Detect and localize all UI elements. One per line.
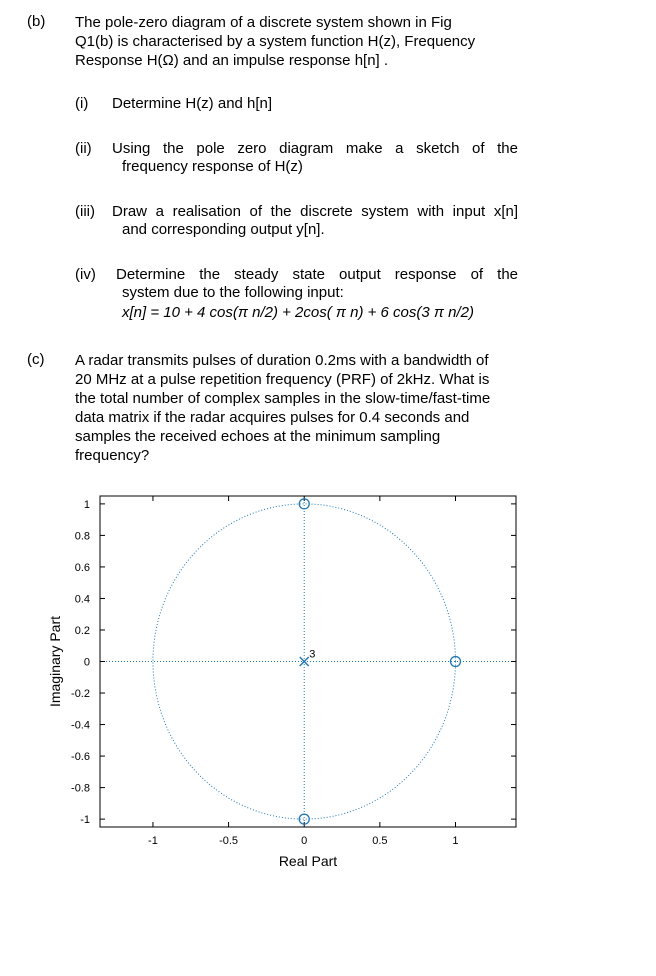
question-text: frequency response of H(z) <box>122 158 303 175</box>
part-b-intro-line: Response H(Ω) and an impulse response h[n] . <box>75 52 389 69</box>
pole-zero-plot <box>0 490 656 880</box>
question-text: Determine H(z) and h[n] <box>112 95 273 112</box>
question-text: Using the pole zero diagram make a sketch of the <box>112 140 518 157</box>
part-c-line: samples the received echoes at the minimum sampling <box>75 428 441 445</box>
y-axis-label: Imaginary Part <box>47 615 63 708</box>
part-c-label: (c) <box>27 351 45 368</box>
part-c-line: frequency? <box>75 447 150 464</box>
part-c-line: data matrix if the radar acquires pulses for 0.4 seconds and <box>75 409 470 426</box>
part-b-label: (b) <box>27 13 46 30</box>
y-tick-label: -0.6 <box>71 751 90 764</box>
input-signal-equation: x[n] = 10 + 4 cos(π n/2) + 2cos( π n) + 6 cos(3 π n/2) <box>122 304 474 321</box>
part-c-line: 20 MHz at a pulse repetition frequency (PRF) of 2kHz. What is <box>75 371 490 388</box>
question-number: (ii) <box>75 140 92 157</box>
part-c-line: A radar transmits pulses of duration 0.2ms with a bandwidth of <box>75 352 489 369</box>
question-number: (i) <box>75 95 89 112</box>
y-tick-label: -0.2 <box>71 688 90 701</box>
y-tick-label: -0.8 <box>71 782 90 795</box>
part-b-intro-line: The pole-zero diagram of a discrete system shown in Fig <box>75 14 452 31</box>
pole-multiplicity-label: 3 <box>309 648 316 661</box>
question-number: (iv) <box>75 266 96 283</box>
question-number: (iii) <box>75 203 95 220</box>
y-tick-label: 0.4 <box>74 593 90 606</box>
question-text: and corresponding output y[n]. <box>122 221 325 238</box>
part-b-intro-line: Q1(b) is characterised by a system function H(z), Frequency <box>75 33 476 50</box>
y-tick-label: -0.4 <box>71 719 90 732</box>
y-tick-label: 0.8 <box>74 530 90 543</box>
x-tick-label: -0.5 <box>219 835 239 847</box>
part-c-text <box>75 351 518 465</box>
y-tick-label: 1 <box>83 498 90 511</box>
x-tick-label: -1 <box>148 835 158 847</box>
x-tick-label: 0.5 <box>372 835 388 847</box>
y-tick-label: 0.6 <box>74 561 90 574</box>
question-text: Determine the steady state output response of the <box>116 266 518 283</box>
question-text: system due to the following input: <box>122 284 344 301</box>
x-tick-label: 0 <box>301 835 308 847</box>
x-tick-label: 1 <box>452 835 459 847</box>
y-tick-label: 0 <box>83 656 90 669</box>
y-tick-label: 0.2 <box>74 624 90 637</box>
part-b-intro <box>75 13 518 70</box>
question-text: Draw a realisation of the discrete system with input x[n] <box>112 203 518 220</box>
part-c-line: the total number of complex samples in the slow-time/fast-time <box>75 390 491 407</box>
x-axis-label: Real Part <box>278 853 338 869</box>
y-tick-label: -1 <box>80 814 90 827</box>
